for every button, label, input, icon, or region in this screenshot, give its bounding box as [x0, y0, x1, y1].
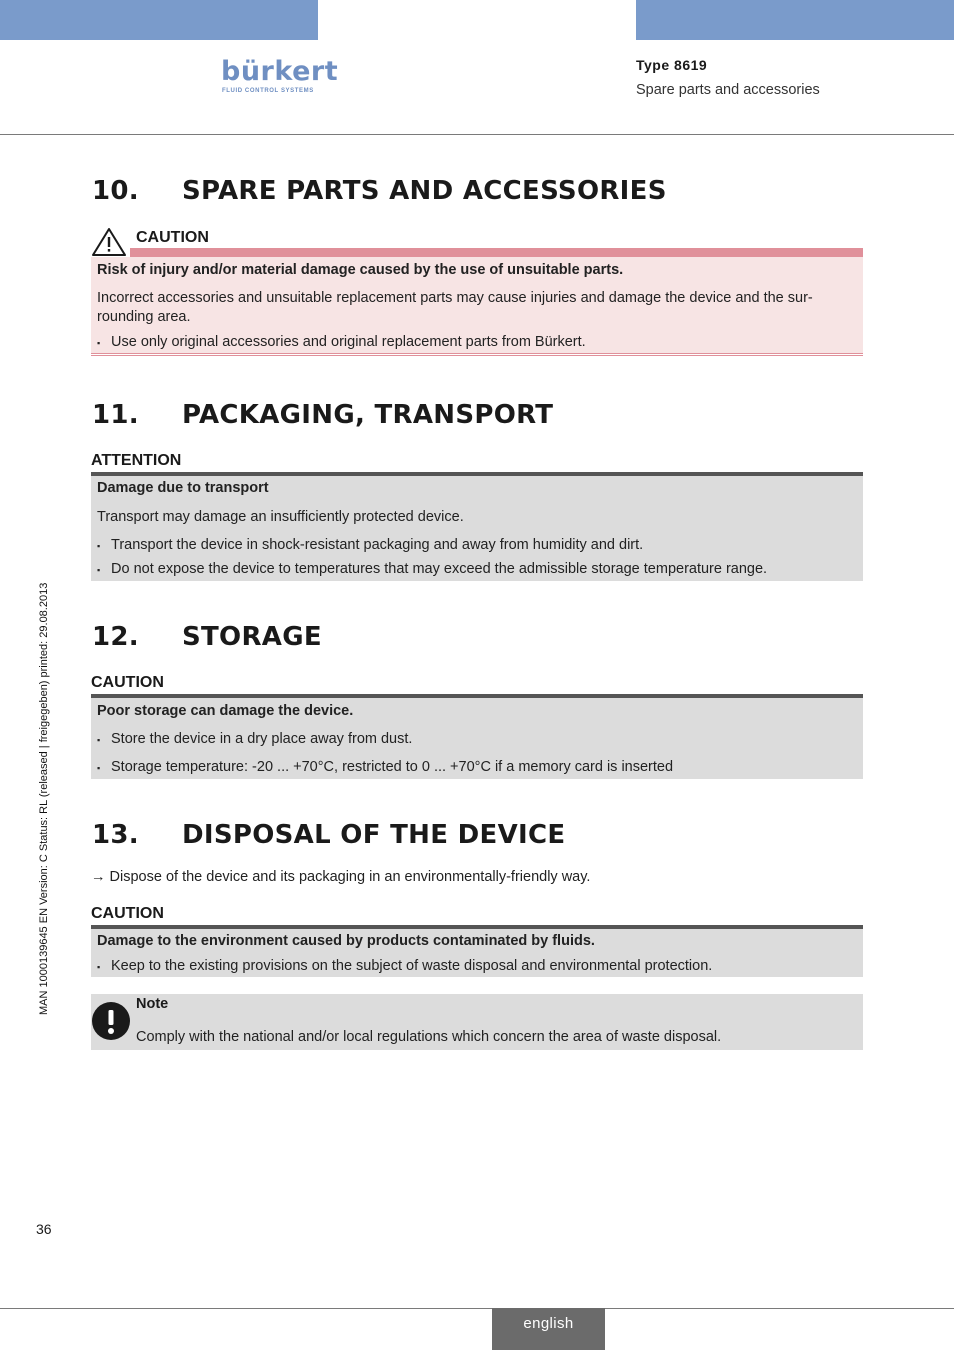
caution-label: CAUTION [91, 674, 164, 691]
caution-headline: Poor storage can damage the device. [97, 703, 354, 719]
caution-bullet: ▪ Store the device in a dry place away from dust. [97, 730, 871, 749]
attention-headline: Damage due to transport [97, 480, 269, 496]
caution-bullet: ▪ Storage temperature: -20 ... +70°C, restricted to 0 ... +70°C if a memory card is inserted [97, 758, 871, 777]
caution-bullet: ▪ Keep to the existing provisions on the subject of waste disposal and environmental protection. [97, 957, 871, 976]
caution-text-line-2: rounding area. [97, 309, 191, 325]
brand-logo-subtext: FLUID CONTROL SYSTEMS [222, 88, 314, 94]
chapter-subtitle: Spare parts and accessories [636, 82, 820, 98]
caution-box-bottom-line [91, 353, 863, 354]
caution-label: CAUTION [136, 229, 209, 246]
product-type: Type 8619 [636, 57, 708, 73]
document-id-sidebar: MAN 1000139645 EN Version: C Status: RL (released | freigegeben) printed: 29.08.2013 [38, 582, 50, 1015]
header-bar-right [636, 0, 954, 40]
attention-bullet: ▪ Transport the device in shock-resistant packaging and away from humidity and dirt. [97, 536, 871, 555]
exclamation-icon [92, 1002, 130, 1040]
caution-headline: Risk of injury and/or material damage caused by the use of unsuitable parts. [97, 262, 624, 278]
section-12-heading [92, 622, 322, 652]
caution-headline: Damage to the environment caused by products contaminated by fluids. [97, 933, 595, 949]
brand-logo: bürkert [221, 56, 339, 87]
caution-box-bottom-line-2 [91, 355, 863, 356]
note-text: Comply with the national and/or local regulations which concern the area of waste disposal. [136, 1029, 722, 1045]
attention-bullet: ▪ Do not expose the device to temperatures that may exceed the admissible storage temperature range. [97, 560, 871, 579]
header-bar-left [0, 0, 318, 40]
section-number: 11. [92, 400, 139, 430]
section-title: DISPOSAL OF THE DEVICE [182, 820, 566, 850]
footer-divider [0, 1308, 954, 1309]
note-label: Note [136, 996, 169, 1012]
section-number: 13. [92, 820, 139, 850]
header-divider [0, 134, 954, 135]
warning-triangle-icon [91, 227, 127, 257]
attention-label: ATTENTION [91, 452, 182, 469]
disposal-instruction: → Dispose of the device and its packaging in an environmentally-friendly way. [91, 869, 591, 885]
section-title: STORAGE [182, 622, 322, 652]
section-10-heading [92, 176, 667, 206]
section-title: PACKAGING, TRANSPORT [182, 400, 554, 430]
caution-label: CAUTION [91, 905, 164, 922]
caution-bullet: ▪ Use only original accessories and original replacement parts from Bürkert. [97, 333, 871, 352]
section-number: 12. [92, 622, 139, 652]
page-number: 36 [36, 1221, 52, 1237]
section-13-heading [92, 820, 565, 850]
language-tab: english [492, 1308, 605, 1350]
section-title: SPARE PARTS AND ACCESSORIES [182, 176, 667, 206]
caution-text-line-1: Incorrect accessories and unsuitable replacement parts may cause injuries and damage the device and the sur- [97, 290, 813, 306]
attention-text: Transport may damage an insufficiently protected device. [97, 509, 464, 525]
section-number: 10. [92, 176, 139, 206]
caution-bar [130, 248, 863, 257]
section-11-heading [92, 400, 553, 430]
